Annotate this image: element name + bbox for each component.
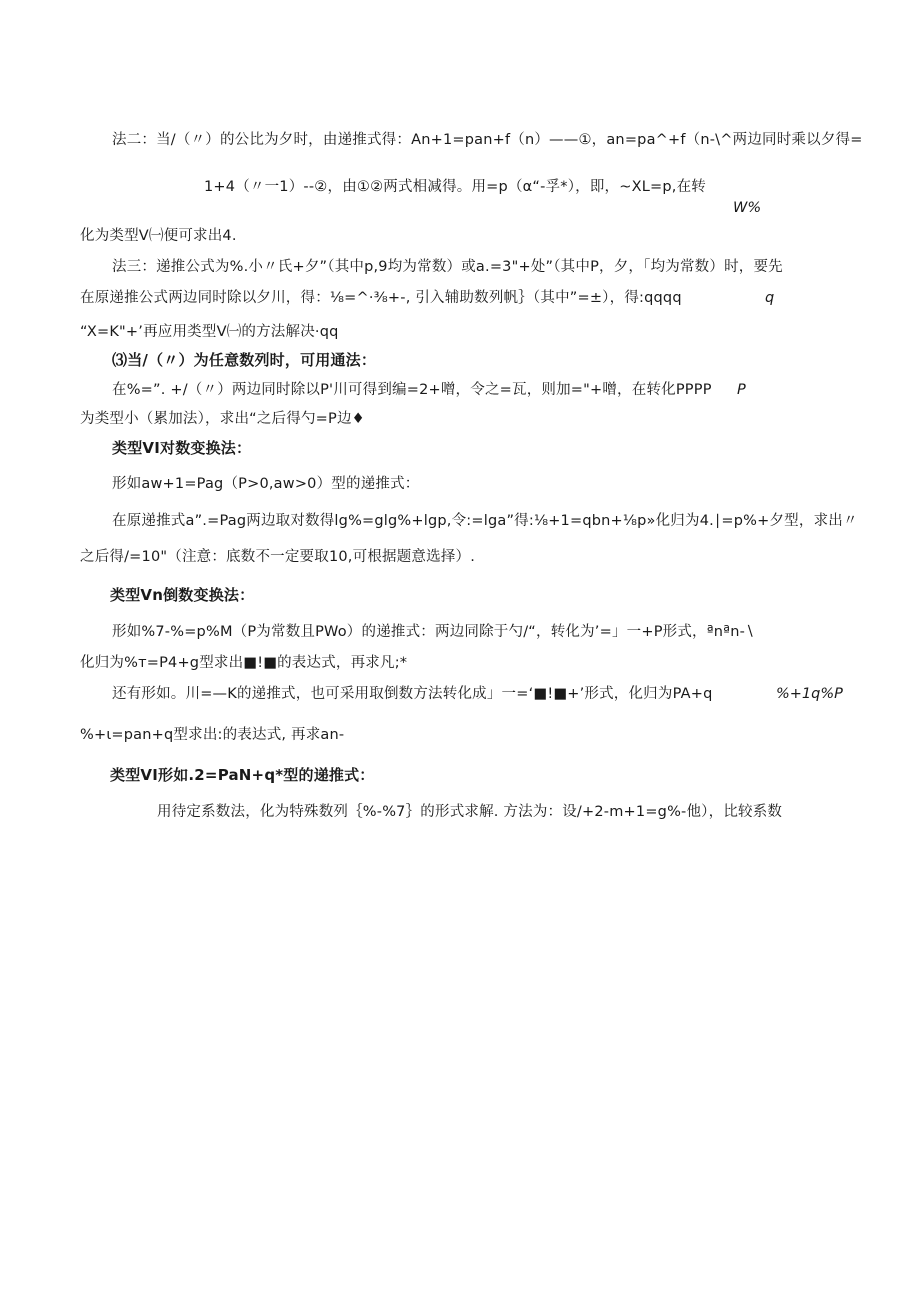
method-three-paragraph-line-2: 在原递推公式两边同时除以夕川，得：⅛=^·⅜+-, 引入辅助数列帆｝（其中”=±），得:qqqq bbox=[80, 290, 682, 306]
reciprocal-transform-heading: 类型Vn倒数变换法： bbox=[110, 586, 255, 604]
method-three-paragraph-line-3: “X=K"+’再应用类型V㈠的方法解决·qq bbox=[80, 324, 339, 340]
reciprocal-transform-line-2: 化归为%т=P4+g型求出■!■的表达式，再求凡;* bbox=[80, 655, 408, 671]
general-method-heading: ⑶当/（〃）为任意数列时，可用通法： bbox=[112, 351, 377, 369]
reciprocal-transform-line-4: %+ι=pan+q型求出:的表达式, 再求an- bbox=[80, 727, 345, 743]
method-three-side-note: q bbox=[765, 290, 775, 306]
log-transform-line-1: 形如aw+1=Pag（P>0,aw>0）型的递推式： bbox=[112, 476, 420, 492]
method-two-side-note: W% bbox=[733, 200, 762, 216]
method-three-paragraph-line-1: 法三：递推公式为%.小〃氏+夕”（其中p,9均为常数）或a.=3"+处”（其中P，夕，「均为常数）时，要先 bbox=[112, 259, 783, 275]
reciprocal-transform-line-3: 还有形如。川=—K的递推式，也可采用取倒数方法转化成」一=‘■!■+’形式，化归为PA+q bbox=[112, 686, 713, 702]
reciprocal-transform-line-1: 形如%7-%=p%M（P为常数且PWo）的递推式：两边同除于勺/“，转化为’=」一+P形式，ªnªn-∖ bbox=[112, 624, 755, 640]
method-two-paragraph-line-3: 化为类型V㈠便可求出4. bbox=[80, 228, 237, 244]
log-transform-line-3: 之后得/=10"（注意：底数不一定要取10,可根据题意选择）. bbox=[80, 549, 476, 565]
reciprocal-transform-side-note: %+1q%P bbox=[776, 686, 843, 702]
general-method-line-1: 在%=”. +/（〃）两边同时除以P'川可得到编=2+噌，令之=瓦，则加="+噌，在转化PPPP bbox=[112, 382, 712, 398]
type-six-form-heading: 类型VI形如.2=PaN+q*型的递推式： bbox=[110, 766, 375, 784]
general-method-side-note: P bbox=[737, 382, 746, 398]
log-transform-heading: 类型VI对数变换法： bbox=[112, 439, 252, 457]
method-two-paragraph-line-1: 法二：当/（〃）的公比为夕时，由递推式得：An+1=pan+f（n）——①，an=pa^+f（n-\^两边同时乘以夕得= bbox=[112, 132, 863, 148]
log-transform-line-2: 在原递推式a”.=Pag两边取对数得lg%=glg%+lgp,令:=lga”得:⅛+1=qbn+⅛p»化归为4.∣=p%+夕型，求出〃 bbox=[112, 513, 858, 529]
general-method-line-2: 为类型小（累加法），求出“之后得勺=P边♦ bbox=[80, 411, 365, 427]
undetermined-coefficient-line: 用待定系数法，化为特殊数列｛%-%7｝的形式求解. 方法为：设/+2-m+1=g%-他），比较系数 bbox=[157, 804, 783, 820]
method-two-paragraph-line-2: 1+4（〃一1）--②，由①②两式相减得。用=p（α“-孚*），即，~XL=p,在转 bbox=[204, 179, 706, 195]
